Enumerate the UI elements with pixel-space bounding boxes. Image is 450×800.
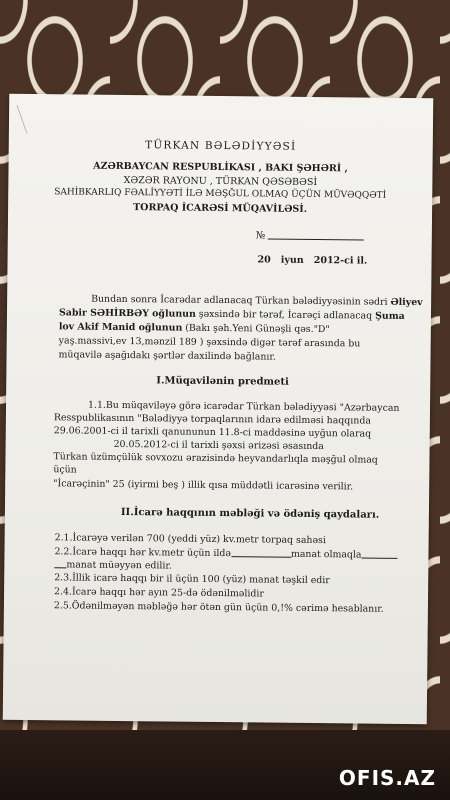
intro-line-2 (59, 307, 405, 322)
section-2-title: II.İcarə haqqının məbləği və ödəniş qaydaları. (120, 506, 380, 521)
header-line-2: XƏZƏR RAYONU , TÜRKAN QƏSƏBƏSİ (123, 174, 318, 189)
intro-line-4: yaş.massivi,ev 13,mənzil 189 ) şəxsində digər tərəf arasında bu (58, 335, 361, 350)
header-line-4: TORPAQ İCARƏSİ MÜQAVİLƏSİ. (133, 202, 308, 215)
site-watermark: OFIS.AZ (338, 766, 436, 790)
contract-paper (3, 94, 434, 724)
date-year: 2012-ci il. (313, 254, 368, 267)
lessor-surname: Əliyev (390, 296, 423, 309)
section-1-line: 20.05.2012-ci il tarixli şəxsi ərizəsi əsasında (113, 438, 324, 453)
intro-line-1 (91, 294, 423, 308)
section-2-item-1: 2.1.İcarəyə verilən 700 (yeddi yüz) kv.metr torpaq sahəsi (54, 532, 326, 547)
blank-line (231, 547, 291, 558)
paper-crease (16, 100, 40, 133)
section-2-item-2-cont (54, 558, 172, 571)
header-line-1: AZƏRBAYCAN RESPUBLİKASI , BAKI ŞƏHƏRİ , (93, 160, 348, 175)
contract-date (258, 254, 378, 266)
item-2-text: 2.2.İcarə haqqı hər kv.metr üçün ildə (54, 546, 232, 560)
contract-number (256, 230, 365, 242)
section-2-item-4: 2.4.İcarə haqqı hər ayın 25-də ödənilməlidir (54, 586, 264, 600)
number-label: № (255, 230, 266, 242)
section-1-title: I.Müqavilənin predmeti (156, 375, 289, 388)
date-day: 20 (257, 254, 271, 266)
blank-line (362, 549, 398, 559)
lessee-surname-part: Şuma (375, 310, 405, 322)
section-1-line: Resspublikasının "Bələdiyyə torpaqlarının idarə edilməsi haqqında (53, 412, 372, 427)
blank-line (54, 558, 66, 568)
intro-line-5: müqavilə aşağıdakı şərtlər daxilində bağlanır. (58, 349, 276, 363)
section-1-line: üçün (53, 464, 77, 476)
section-1-line: 1.1.Bu müqaviləyə görə icarədar Türkan bələdiyyəsi "Azərbaycan (87, 399, 400, 414)
section-2-item-3: 2.3.İllik icarə haqqı bir il üçün 100 (yüz) manat təşkil edir (54, 572, 330, 587)
section-1-line: 29.06.2001-ci il tarixli qanununun 11.8-ci maddəsinə uyğun olaraq (53, 425, 372, 440)
item-2-text: manat müəyyən edilir. (66, 559, 172, 572)
intro-line-3 (59, 321, 330, 335)
header-line-3: SAHİBKARLIQ FƏALİYYƏTİ İLƏ MƏŞĞUL OLMAQ ÜÇÜN MÜVƏQQƏTİ (54, 187, 387, 201)
document-title: TÜRKAN BƏLƏDİYYƏSİ (145, 139, 297, 153)
intro-text: şəxsində bir tərəf, İcarəçi adlanacaq (195, 308, 376, 322)
lessee-name: lov Akif Manid oğlunun (58, 321, 183, 334)
intro-text: Bundan sonra İcarədar adlanacaq Türkan bələdiyyəsinin sədri (91, 293, 391, 308)
section-2-item-5: 2.5.Ödənilməyən məbləğə hər ötən gün üçün 0,!% cərimə hesablanır. (53, 600, 384, 615)
number-blank (268, 239, 364, 241)
section-1-line: "İcarəçinin" 25 (iyirmi beş ) illik qısa müddətli icarəsinə verilir. (53, 478, 354, 493)
date-month: iyun (280, 254, 304, 266)
intro-text: (Bakı şəh.Yeni Günəşli qəs."D" (182, 322, 330, 336)
item-2-text: manat olmaqla (290, 548, 362, 561)
section-1-line: Türkan üzümçülük sovxozu ərazisində heyvandarlıqla məşğul olmaq (53, 451, 378, 466)
lessor-name: Sabir SƏHİRBƏY oğlunun (58, 307, 196, 320)
